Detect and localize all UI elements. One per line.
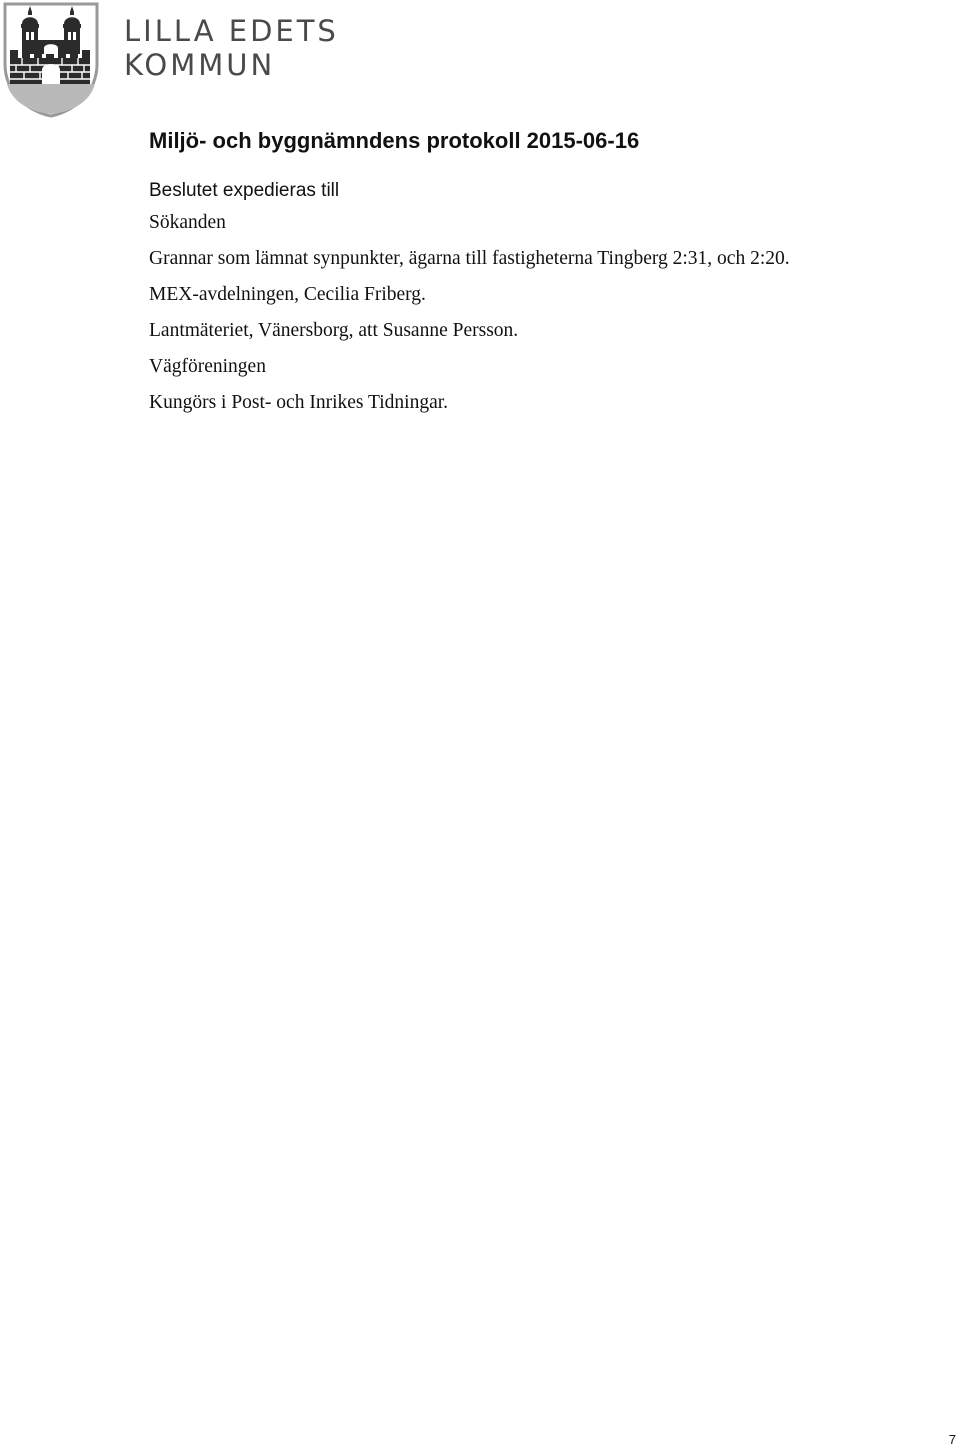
- logo-text-line-1: LILLA EDETS: [124, 14, 339, 48]
- logo-wordmark: [124, 14, 339, 82]
- recipient-item: MEX-avdelningen, Cecilia Friberg.: [149, 284, 426, 305]
- distribution-heading: Beslutet expedieras till: [149, 180, 340, 201]
- recipient-item: Vägföreningen: [149, 356, 266, 377]
- recipient-list: [149, 211, 929, 415]
- document-title: Miljö- och byggnämndens protokoll 2015-06-16: [149, 128, 640, 153]
- recipient-item: Lantmäteriet, Vänersborg, att Susanne Persson.: [149, 320, 519, 341]
- recipient-item: Sökanden: [149, 212, 226, 233]
- municipality-logo: [0, 0, 339, 120]
- recipient-item: Grannar som lämnat synpunkter, ägarna till fastigheterna Tingberg 2:31, och 2:20.: [149, 248, 790, 269]
- logo-text-line-2: KOMMUN: [124, 48, 276, 82]
- recipient-item: Kungörs i Post- och Inrikes Tidningar.: [149, 392, 449, 413]
- municipal-coat-of-arms-icon: [2, 2, 100, 118]
- document-body: [149, 127, 929, 427]
- page-number: 7: [948, 1432, 956, 1447]
